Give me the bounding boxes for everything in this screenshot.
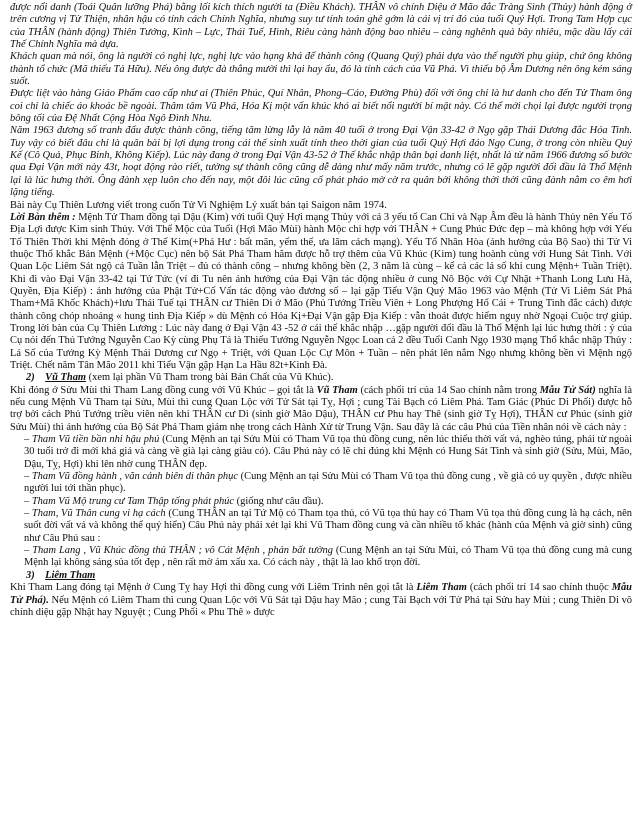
vu-tham-term: Vũ Tham — [316, 384, 358, 396]
paragraph-liem-tham — [10, 582, 632, 619]
vu-tham-text-a: Khi đóng ở Sửu Mùi thì Tham Lang đồng cung với Vũ Khúc – gọi tắt là — [10, 384, 317, 396]
vu-tham-text-b: (cách phối trí của 14 Sao chính nằm trong — [357, 384, 540, 396]
phu-item-4-quote: – Tham, Vũ Thân cung vi hạ cách — [24, 508, 166, 520]
paragraph-source-note: Bài này Cụ Thiên Lương viết trong cuốn Tử Vi Nghiệm Lý xuất bản tại Saigon năm 1974. — [10, 199, 387, 211]
phu-item-3-text: (giống như câu đầu). — [234, 495, 324, 507]
paragraph-duoc-liet: Được liệt vào hàng Giáo Phẩm cao cấp như ai (Thiên Phúc, Quí Nhân, Phong–Cáo, Đường Phù) đối với ông chỉ là hư danh cho đến Tử Tham ông coi chỉ là chiếc áo khoác bề ngoài. Thâm tâm Vũ Phá, Hóa Kị một vấn khúc khó ai biết nổi người bí mật này. Có thể mới chọi lại được người trọng bông tối của Đệ Nhất Cộng Hòa Ngô Đình Nhu. — [10, 88, 632, 125]
liem-tham-term: Liêm Tham — [416, 582, 467, 594]
paragraph-intro: được nổi danh (Toái Quân lưỡng Phá) bằng lối kích thích người ta (Điều Khách). THÂN vô chính Diệu ở Mão đắc Tràng Sinh (Thủy) hành động ở trên cương vị Tử Thiện, nhân hậu có tính cách Chính Nghĩa, nhưng suy tư tính toán ghê gớm là cái vị trí đó của tuổi Quý Hợi. Trong Tam Hợp cục của THÂN (hành động) Thiên Tướng, Kình – Lực, Thái Tuế, Hình, Riêu càng hành động bao nhiêu – càng nghênh quả bây nhiêu, mặc dầu lấy cái Thế Chính Nghĩa mà dựa. — [10, 2, 632, 51]
phu-item-3 — [10, 496, 632, 508]
phu-item-1-quote: – Tham Vũ tiền bần nhi hậu phú — [24, 434, 160, 446]
paragraph-vu-tham — [10, 385, 632, 434]
mau-tu-pha-term: Mẫu Tử Phá). — [10, 582, 632, 606]
phu-item-2-quote: – Tham Vũ đồng hành , vãn cảnh biên di thân phục — [24, 471, 239, 483]
heading-vu-tham-title: Vũ Tham — [45, 372, 87, 384]
phu-item-2-text: (Cung Mệnh an tại Sửu Mùi có Tham Vũ tọa thủ đồng cung , về già có uy quyền , được nhiều người lui tới thần phục). — [24, 471, 632, 495]
liem-tham-text-b: (cách phối trí 14 sao chính thuộc — [466, 582, 612, 594]
heading-vu-tham-number: 2) — [26, 372, 35, 384]
phu-item-2 — [10, 471, 632, 496]
phu-item-3-quote: – Tham Vũ Mộ trung cư Tam Thập tống phát phúc — [24, 495, 235, 507]
heading-vu-tham — [10, 372, 632, 384]
phu-item-5-quote: – Tham Lang , Vũ Khúc đồng thủ THÂN ; vô Cát Mệnh , phản bất tường — [24, 545, 333, 557]
phu-item-1 — [10, 434, 632, 471]
phu-item-5-text: (Cung Mệnh an tại Sửu Mùi, có Tham Vũ tọa thủ đồng cung mà cung Mệnh lại không sáng sủa tốt đẹp , nên rất mờ ám xấu xa. Có cách này , thật là lao khổ trọn đời. — [24, 545, 632, 569]
paragraph-nam-1963: Năm 1963 đương số tranh đấu được thành công, tiếng tăm lừng lẫy là năm 40 tuổi ở trong Đại Vận 33-42 ở Ngọ gặp Thái Dương đắc Hóa Tinh. Tuy vậy có biết đâu chỉ là quân bài bị lợi dụng trong cái thế sinh xuất tính theo thời gian của tuổi Quý Hợi đáo Ngọ Cung, ở trong còn nhiều Quý Kế (Cô Quả, Phục Binh, Không Kiếp). Lúc này đang ở trong Đại Vận 43-52 ở Thế khắc nhập thân bại danh liệt, nhất là từ năm 1966 đương số bước qua Đại Vận mới này 43t, hoạt động rào riết, tưởng sự thành công cũng dễ dàng như mấy năm trước, nhưng có lẽ gặp người đối đầu là Thổ Mệnh lại là lúc hưng thời. Ông đành xẹp luôn cho đến nay, một đôi lúc cũng cố phát pháo mờ cờ ra quân bởi không thời thời cũng đành nằm co êm hơi lặng tiếng. — [10, 125, 632, 199]
paragraph-khach-quan: Khách quan mà nói, ông là người có nghị lực, nghị lực vào hạng khá để thành công (Quang Quý) phải dựa vào thế người phụ giúp, chứ ông không thành tổ chức (Mã thiếu Tả Hữu). Nếu ông được đà thẳng mười thì lại hay ẩu, đó là tính cách của Vũ Phá. Vì thiếu bộ Âm Dương nên ông kém sáng suốt. — [10, 51, 632, 88]
heading-vu-tham-note: (xem lại phần Vũ Tham trong bài Bản Chất của Vũ Khúc). — [88, 372, 334, 384]
paragraph-loi-ban — [10, 212, 632, 372]
loi-ban-label: Lời Bàn thêm : — [10, 211, 76, 223]
vu-tham-text-c: nghĩa là nếu cung Mệnh Vũ Tham tại Sửu, Mùi thì cung Quan Lộc với Tử Sát tại Tỵ, Hợi ; cung Tài Bạch có Liêm Phá. Tam Giác (Phúc Di Phối) được hỗ trợ bởi cách Phủ Tướng triều viên nên khi THÂN cư Di (sinh giờ Mão Dậu), THÂN cư Phu hay Thê (sinh giờ Tỵ Hợi), THÂN cư Phúc (sinh giờ Sửu Mùi) thì ảnh hưởng của Bộ Sát Phá Tham giảm nhẹ trong cách Hành Xử từ Trung Vận. Sau đây là các câu Phú của Tiền nhân nói về cách này : — [10, 384, 632, 433]
loi-ban-text: Mệnh Tử Tham đồng tại Dậu (Kim) với tuổi Quý Hợi mạng Thủy với cả 3 yếu tố Can Chi và Nạp Âm đều là hành Thủy nên Yếu Tố Địa Lợi được Kim sinh Thủy. Với Thế Mộc của Tuổi (Hợi Mão Mùi) hành Mộc chi hợp với THÂN + Cung Phúc Đức đẹp – mà không hợp với Yếu Tố Thiên Thời khi Mệnh đóng ở Thế Kim(+Phá Hư : bất mãn, yếm thế, ưa lăm cách mạng). Yếu Tố Nhân Hòa (ảnh hưởng của Bộ Sao) thì Tử Vi thuộc Thổ khắc Bản Mệnh (+Mộc Cục) nên bộ Sát Phá Tham hăm được hỗ trợ thêm của Vũ Khúc (Kim) tung hoành cùng với Hung Sát Tinh. Với Quan Lộc Liêm Sát ngộ cả Tuần lẫn Triệt – đủ có thành công – nhưng không bền (2, 3 năm là cùng – kể cả các lá số khi cung Mệnh+ Tuần Triệt). Khi đi vào Đại Vận 33-42 tại Tử Tức (ví đi Tu nên ảnh hưởng của Đại Vận tác động nhiều ở cung Nô Bộc với Cự Nhật +Thanh Long Lưu Hà, Quyền, Địa Kiếp) : ảnh hưởng của Phật Tử+Cố Vấn tác động vào đương số – lại gặp Tiểu Vận Quý Mão 1963 vào Mệnh (Tử Vi Liêm Sát Phá Tham+Mã Khốc Khách)+lưu Thái Tuế tại THÂN cư Thiên Di ở Mão (Phủ Tướng Triều Viên + Long Phượng Hổ Cái + Trung Tinh đắc cách) được thành công chóp nhoáng « hung tinh Địa Kiếp » dù Mệnh có Hóa Kị+Đại Vận gặp Địa Kiếp : vẫn thoát được hiểm nguy nhờ Ngoại Cuộc trợ giúp. Trong lời bàn của Cụ Thiên Lương : Lúc này đang ở Đại Vận 43 -52 ở cái thế khắc nhập …gặp người đối đầu là Thổ Mệnh lại lúc hưng thời : ý của Cụ nói đến Thủ Tướng Nguyễn Cao Kỳ cùng Phụ Tá là Thiếu Tướng Nguyễn Ngọc Loan cả 2 đều Tuổi Canh Ngọ 1930 mạng Thổ khắc nhập Thủy : Lá Số của Tướng Kỳ Mệnh Thái Dương cư Ngọ + Triệt, với Quan Lộc Cự Môn + Tuần – nên phát lên nắm Ngọ nhưng không bền vì Mệnh ngộ Triệt. Chết năm Tân Mão 2011 khi Tiểu Vận gặp Hạn La Hầu 82t+Kình Đà. — [10, 211, 632, 371]
phu-item-4 — [10, 508, 632, 545]
liem-tham-text-a: Khi Tham Lang đóng tại Mệnh ở Cung Tỵ hay Hợi thì đồng cung với Liêm Trinh nên gọi tắt là — [10, 582, 417, 594]
liem-tham-text-c: Nếu Mệnh có Liêm Tham thì cung Quan Lộc với Vũ Sát tại Dậu hay Mão ; cung Tài Bạch với Tử Phá tại Sửu hay Mùi ; cung Thiên Di vô chính diệu gặp Nhật hay Nguyệt ; Cung Phối « Phu Thê » được — [10, 594, 633, 618]
heading-liem-tham — [10, 570, 632, 582]
phu-item-4-text: (Cung THÂN an tại Tứ Mộ có Tham tọa thủ, có Vũ tọa thủ hay có Tham Vũ tọa thủ đồng cung là hạ cách, nên suốt đời vất vả và không thể quý hiển) Câu Phú này phải xét lại khi Vũ Tham đồng cung và cần nhiều tố khác (hành của Mệnh và giờ sinh) cũng như Câu Phú sau : — [24, 508, 632, 544]
mau-tu-sat-term: Mẫu Tử Sát) — [539, 384, 596, 396]
heading-liem-tham-title: Liêm Tham — [45, 569, 96, 581]
phu-item-5 — [10, 545, 632, 570]
phu-item-1-text: (Cung Mệnh an tại Sửu Mùi có Tham Vũ tọa thủ đồng cung, nên lúc thiếu thời vất vả, nghèo túng, phải từ ngoài 30 tuổi trở đi mới khá giả và càng về già lại càng giàu có). Câu Phú này có lẽ chỉ đúng khi Mệnh có Hung Sát Tinh và sinh giờ (Sửu, Mùi, Mão, Dậu, Tỵ, Hợi) khi lên nhờ cung THÂN đẹp. — [24, 434, 632, 470]
heading-liem-tham-number: 3) — [26, 569, 35, 581]
